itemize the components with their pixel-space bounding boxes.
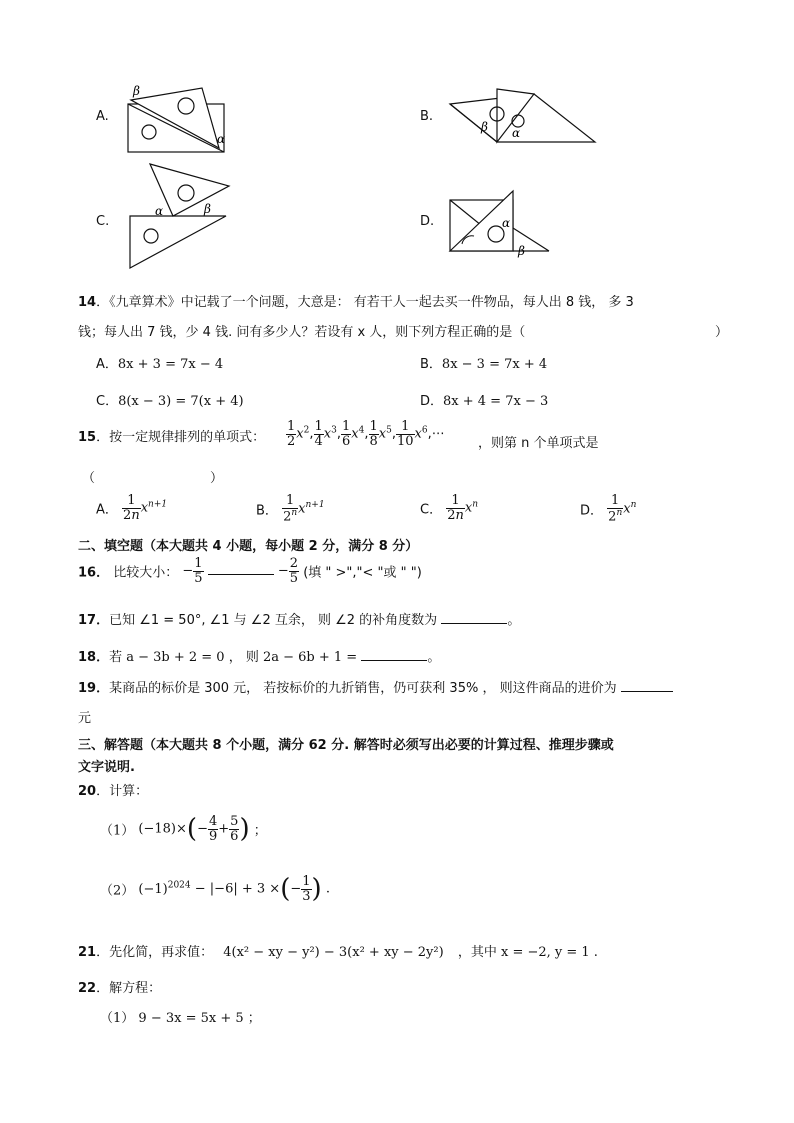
answer-paren-open: （ (82, 471, 96, 486)
question-number: 16． (78, 565, 110, 581)
question-text: ．按一定规律排列的单项式： (96, 430, 266, 445)
option-a (96, 353, 223, 372)
beta-label: β (204, 202, 211, 216)
option-expr: 8(x − 3) = 7(x + 4) (118, 394, 244, 409)
option-key: B． (420, 357, 442, 372)
question-title: ．计算： (96, 784, 149, 799)
question-text-line2: 钱；每人出 7 钱，少 4 钱. 问有多少人？若设有 x 人，则下列方程正确的是（ (78, 325, 526, 340)
question-16: 16． 比较大小： − $\frac{1}{5}$ − $\frac{2}{5}$ (填 " >","< "或 " ") (78, 556, 422, 586)
question-number: 15 (78, 430, 97, 445)
figure-a (118, 80, 233, 160)
question-number: 19． (78, 681, 110, 696)
given-values: x = −2, y = 1 . (500, 945, 598, 960)
question-22 (78, 977, 161, 996)
question-text: 若 a − 3b + 2 = 0 ， 则 2a − 6b + 1 = (109, 650, 358, 665)
option-d (420, 390, 548, 409)
option-d: D． $\frac{1}{2^n}$ $x^n$ (580, 493, 637, 524)
question-text-line1: ．《九章算术》中记载了一个问题，大意是： 有若干人一起去买一件物品，每人出 8 钱， 多 3 (96, 295, 634, 310)
option-key: C. (96, 214, 110, 229)
section-2-title: 二、填空题（本大题共 4 小题，每小题 2 分，满分 8 分） (78, 539, 419, 554)
option-key: C． (96, 394, 119, 409)
option-key: D. (420, 214, 435, 229)
option-expr: 8x + 3 = 7x − 4 (117, 357, 224, 372)
option-key: B． (256, 503, 278, 519)
option-key: A. (96, 109, 109, 124)
beta-label: β (133, 84, 140, 98)
section-3-title-line2: 文字说明. (78, 760, 135, 775)
option-key: D． (580, 503, 604, 519)
question-title: ．解方程： (96, 981, 162, 996)
question-number: 18． (78, 650, 110, 665)
question-18: 18．若 a − 3b + 2 = 0 ， 则 2a − 6b + 1 = 。 (78, 650, 441, 665)
beta-label: β (481, 120, 488, 134)
expression: 4(x² − xy − y²) − 3(x² + xy − 2y²) (223, 945, 444, 960)
q20-part-2: （2） $(-1)^{2024} - |-6| + 3$ ×(− $\frac{1}{3}$ ) . (100, 874, 330, 905)
question-text: 已知 ∠1 = 50°, ∠1 与 ∠2 互余， 则 ∠2 的补角度数为 (109, 613, 438, 628)
option-expr: 8x − 3 = 7x + 4 (441, 357, 548, 372)
question-text: ．先化简，再求值： (96, 945, 214, 960)
answer-paren-close: ） (715, 325, 729, 340)
q20-part-1: （1） (−18)×(− $\frac{4}{9}$ + $\frac{5}{6}$ ) ； (100, 814, 267, 845)
question-text: 某商品的标价是 300 元， 若按标价的九折销售，仍可获利 35% ， 则这件商品的进价为 (109, 681, 617, 696)
question-20 (78, 780, 148, 799)
question-text: 比较大小： (113, 565, 179, 581)
figure-d (444, 184, 559, 264)
fill-hint: (填 " >","< "或 " ") (303, 565, 422, 581)
beta-label: β (518, 244, 525, 258)
answer-blank[interactable] (621, 691, 673, 692)
answer-blank[interactable] (208, 574, 274, 575)
answer-blank[interactable] (361, 660, 427, 661)
question-text-2: ，则第 n 个单项式是 (478, 436, 599, 451)
option-key: D． (420, 394, 444, 409)
option-a: A． $\frac{1}{2n}$ $x^{n+1}$ (96, 493, 168, 523)
option-b: B． $\frac{1}{2^n}$ $x^{n+1}$ (256, 493, 325, 524)
alpha-label: α (217, 132, 226, 146)
option-key: A． (96, 357, 118, 372)
question-number: 17． (78, 613, 110, 628)
question-number: 14 (78, 295, 97, 310)
question-19 (78, 677, 673, 696)
question-17: 17．已知 ∠1 = 50°, ∠1 与 ∠2 互余， 则 ∠2 的补角度数为 。 (78, 613, 521, 628)
figure-c (120, 160, 235, 272)
option-key: C． (420, 502, 443, 518)
option-key: B. (420, 109, 434, 124)
option-c: C． $\frac{1}{2n}$ $x^n$ (420, 493, 479, 523)
option-expr: 8x + 4 = 7x − 3 (443, 394, 549, 409)
option-b (420, 353, 547, 372)
alpha-label: α (512, 126, 521, 140)
question-number: 21 (78, 945, 97, 960)
option-c (96, 390, 244, 409)
section-3-title-line1: 三、解答题（本大题共 8 个小题，满分 62 分. 解答时必须写出必要的计算过程、推理步骤或 (78, 738, 614, 753)
answer-paren-close: ） (210, 471, 224, 486)
answer-blank[interactable] (441, 623, 507, 624)
unit-label: 元 (78, 711, 92, 726)
q22-part-1: （1） 9 − 3x = 5x + 5 ； (100, 1011, 261, 1026)
question-21: 21．先化简，再求值： 4(x² − xy − y²) − 3(x² + xy − 2y²) ，其中 x = −2, y = 1 . (78, 945, 598, 960)
option-key: A． (96, 502, 118, 518)
monomial-sequence: $\frac{1}{2}$ $x^2$, $\frac{1}{4}$ $x^3$, $\frac{1}{6}$ $x^4$, $\frac{1}{8}$ $x^5$, $\frac{1}{10}$ $x^6,\cdots$ (287, 419, 445, 449)
alpha-label: α (155, 204, 164, 218)
alpha-label: α (502, 216, 511, 230)
question-number: 20 (78, 784, 97, 799)
question-number: 22 (78, 981, 97, 996)
figure-b (442, 84, 602, 148)
